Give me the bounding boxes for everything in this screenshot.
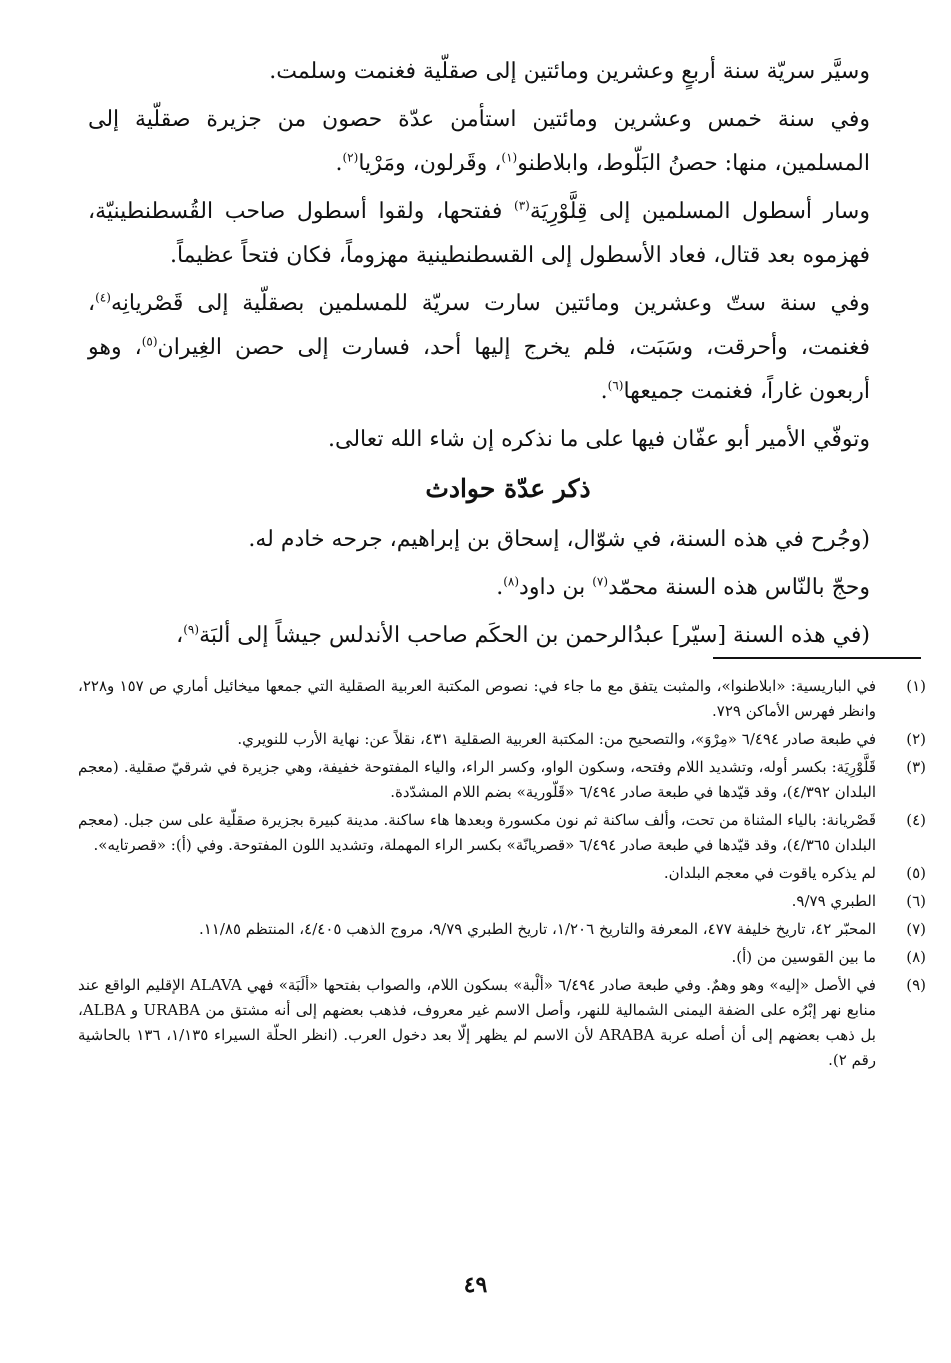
paragraph-text: ، وهو أربعون غاراً، فغنمت جميعها bbox=[88, 335, 870, 404]
event-1 bbox=[88, 518, 928, 562]
footnote-number: (٨) bbox=[906, 948, 926, 966]
paragraph-text: وفي سنة خمس وعشرين ومائتين استأمن عدّة حصون من جزيرة صقلّية إلى المسلمين، منها: حصنُ البَلّوط، وابلاطنو bbox=[88, 107, 870, 176]
footnote-text: المحبّر ٤٢، تاريخ خليفة ٤٧٧، المعرفة والتاريخ ١/٢٠٦، تاريخ الطبري ٩/٧٩، مروج الذهب ٤/٤٠٥، المنتظم ١١/٨٥. bbox=[198, 920, 876, 938]
footnote-text: ما بين القوسين من (أ). bbox=[731, 948, 876, 966]
paragraph-text: . bbox=[335, 151, 343, 176]
footnote-ref: (٣) bbox=[514, 198, 530, 213]
paragraph-text: . bbox=[496, 575, 504, 600]
paragraph-3 bbox=[88, 190, 928, 278]
footnote-text: قَصْريانة: بالياء المثناة من تحت، وألف ساكنة ثم نون مكسورة وبعدها هاء ساكنة. مدينة كبيرة بجزيرة صقلّية على سن جبل. (معجم البلدان ٤/٣٦٥)، وقد قيّدها في طبعة صادر ٦/٤٩٤ «قصريانّة» بكسر الراء المهملة، وتشديد اللون المفتوحة. وفي (أ): «قصرتايه». bbox=[78, 811, 876, 854]
footnote-4 bbox=[78, 808, 926, 858]
footnote-number: (٤) bbox=[906, 811, 926, 829]
paragraph-text: ففتحها، ولقوا أسطول صاحب القُسطنطينيّة، فهزموه بعد قتال، فعاد الأسطول إلى القسطنطينية مهزوماً، فكان فتحاً عظيماً. bbox=[88, 199, 870, 268]
footnote-ref: (٥) bbox=[141, 334, 158, 349]
paragraph-2 bbox=[88, 98, 928, 186]
footnote-1 bbox=[78, 674, 926, 724]
footnote-number: (٣) bbox=[906, 758, 926, 776]
section-heading: ذكر عدّة حوادث bbox=[425, 474, 591, 503]
footnote-6 bbox=[78, 889, 926, 914]
page-number: ٤٩ bbox=[463, 1272, 488, 1298]
footnote-number: (٦) bbox=[906, 892, 926, 910]
main-text bbox=[88, 50, 928, 662]
footnote-number: (٢) bbox=[906, 730, 926, 748]
footnote-ref: (٦) bbox=[607, 378, 624, 393]
footnote-text: في الباريسية: «ابلاطنوا»، والمثبت يتفق مع ما جاء في: نصوص المكتبة العربية الصقلية التي جمعها ميخائيل أماري ص ١٥٧ و٢٢٨، وانظر فهرس الأماكن ٧٢٩. bbox=[78, 677, 876, 720]
paragraph-text: وسار أسطول المسلمين إلى قِلَّوْرِيَة bbox=[529, 199, 870, 224]
footnote-number: (٥) bbox=[906, 864, 926, 882]
footnote-9 bbox=[78, 973, 926, 1073]
footnote-ref: (٩) bbox=[183, 622, 200, 637]
footnote-number: (٩) bbox=[906, 976, 926, 994]
event-2 bbox=[88, 566, 928, 610]
footnote-7 bbox=[78, 917, 926, 942]
footnote-ref: (٢) bbox=[342, 150, 359, 165]
paragraph-1 bbox=[88, 50, 928, 94]
paragraph-text: بن داود bbox=[519, 575, 593, 600]
footnote-number: (١) bbox=[906, 677, 926, 695]
paragraph-5 bbox=[88, 418, 928, 462]
footnote-text: الطبري ٩/٧٩. bbox=[791, 892, 876, 910]
paragraph-4 bbox=[88, 282, 928, 414]
footnote-text: قَلَّوْرِيَة: بكسر أوله، وتشديد اللام وفتحه، وسكون الواو، وكسر الراء، والياء المفتوحة خفيفة، وهي جزيرة في شرقيّ صقلية. (معجم البلدان ٤/٣٩٢)، وقد قيّدها في طبعة صادر ٦/٤٩٤ «قَلّورية» بضم اللام المشدّدة. bbox=[78, 758, 876, 801]
event-3 bbox=[88, 614, 928, 658]
footnote-ref: (٤) bbox=[95, 290, 111, 305]
footnote-number: (٧) bbox=[906, 920, 926, 938]
footnote-ref: (١) bbox=[501, 150, 518, 165]
paragraph-text: ، وقَرلون، ومَرْيا bbox=[358, 151, 502, 176]
footnote-text: في طبعة صادر ٦/٤٩٤ «مِرْوَ»، والتصحيح من: المكتبة العربية الصقلية ٤٣١، نقلاً عن: نهاية الأرب للنويري. bbox=[237, 730, 876, 748]
paragraph-text: وسيَّر سريّة سنة أربعٍ وعشرين ومائتين إلى صقلّية فغنمت وسلمت. bbox=[269, 59, 870, 84]
footnote-text: في الأصل «إليه» وهو وهمٌ. وفي طبعة صادر ٦/٤٩٤ «ألْبة» بسكون اللام، والصواب بفتحها «ألَبَة» فهي ALAVA الإقليم الواقع عند منابع نهر إبْرُه على الضفة اليمنى الشمالية للنهر، وأصل الاسم غير معروف، فذهب بعضهم إلى أنه مشتق من URABA و ALBA، بل ذهب بعضهم إلى أن أصله عربة ARABA لأن الاسم لم يظهر إلّا بعد دخول العرب. (انظر الحلّة السيراء ١/١٣٥، ١٣٦ بالحاشية رقم ٢). bbox=[78, 976, 877, 1069]
footnote-5 bbox=[78, 861, 926, 886]
paragraph-text: وفي سنة ستّ وعشرين ومائتين سارت سريّة للمسلمين بصقلّية إلى قَصْريانِه bbox=[110, 291, 870, 316]
footnote-3 bbox=[78, 755, 926, 805]
footnote-2 bbox=[78, 727, 926, 752]
paragraph-text: . bbox=[600, 379, 608, 404]
footnote-ref: (٧) bbox=[592, 574, 609, 589]
footnotes bbox=[78, 674, 926, 1076]
footnote-divider bbox=[713, 657, 921, 659]
paragraph-text: ، bbox=[176, 623, 184, 648]
footnote-8 bbox=[78, 945, 926, 970]
footnote-ref: (٨) bbox=[503, 574, 520, 589]
paragraph-text: وتوفّي الأمير أبو عفّان فيها على ما نذكره إن شاء الله تعالى. bbox=[328, 427, 870, 452]
paragraph-text: ، فغنمت، وأحرقت، وسَبَت، فلم يخرج إليها أحد، فسارت إلى حصن الغِيران bbox=[88, 291, 871, 360]
paragraph-text: (في هذه السنة [سيّر] عبدُالرحمن بن الحكَم صاحب الأندلس جيشاً إلى ألبَة bbox=[199, 623, 870, 648]
paragraph-text: (وجُرح في هذه السنة، في شوّال، إسحاق بن إبراهيم، جرحه خادم له. bbox=[248, 527, 870, 552]
paragraph-text: وحجّ بالنّاس هذه السنة محمّد bbox=[608, 575, 870, 600]
footnote-text: لم يذكره ياقوت في معجم البلدان. bbox=[663, 864, 876, 882]
